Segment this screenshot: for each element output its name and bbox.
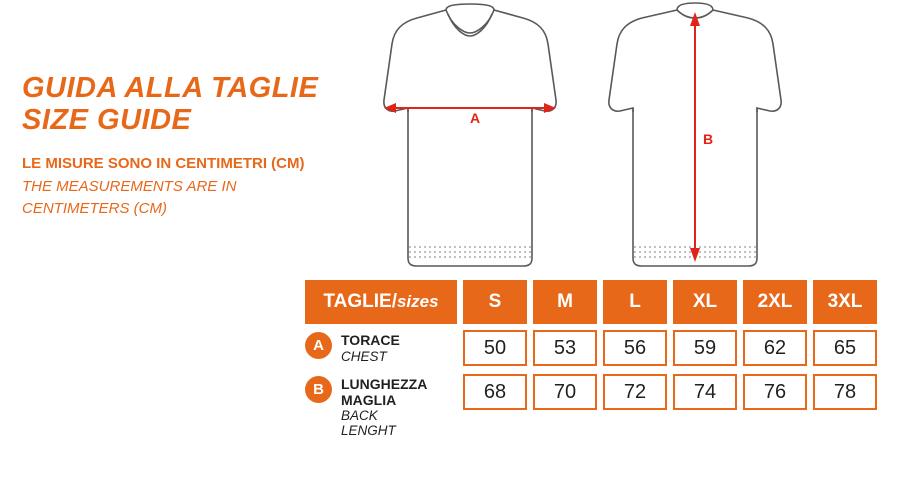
back-length-value-xl: 74: [673, 374, 737, 410]
size-header-s: S: [463, 280, 527, 324]
table-header-label-en: sizes: [396, 292, 439, 311]
page-title-line-1: GUIDA ALLA TAGLIE: [22, 72, 319, 104]
size-header-3xl: 3XL: [813, 280, 877, 324]
front-measure-label-a: A: [470, 110, 481, 126]
chest-value-s: 50: [463, 330, 527, 366]
size-header-xl: XL: [673, 280, 737, 324]
size-header-l: L: [603, 280, 667, 324]
measure-name-en-back-length-line-1: BACK: [341, 408, 378, 424]
measure-name-it-back-length-line-1: LUNGHEZZA: [341, 376, 428, 392]
tshirt-front-icon: [360, 0, 580, 280]
table-header-row: [305, 280, 877, 324]
size-table: [305, 280, 877, 445]
table-header-separator: /: [391, 291, 397, 312]
measure-label-back-length: [305, 374, 457, 439]
chest-value-2xl: 62: [743, 330, 807, 366]
measure-label-chest: [305, 330, 457, 366]
measure-name-en-chest: CHEST: [341, 348, 387, 364]
size-header-m: M: [533, 280, 597, 324]
back-length-value-s: 68: [463, 374, 527, 410]
size-header-2xl: 2XL: [743, 280, 807, 324]
subtitle-english-line-1: THE MEASUREMENTS ARE IN: [22, 177, 237, 195]
table-row: [305, 374, 877, 439]
page-title-line-2: SIZE GUIDE: [22, 104, 192, 137]
subtitle-italian: LE MISURE SONO IN CENTIMETRI (CM): [22, 154, 305, 172]
measure-badge-a: A: [305, 332, 332, 359]
tshirt-back-icon: [585, 0, 805, 280]
back-measure-label-b: B: [703, 131, 714, 147]
back-length-value-3xl: 78: [813, 374, 877, 410]
measure-name-it-back-length-line-2: MAGLIA: [341, 391, 397, 408]
back-length-value-l: 72: [603, 374, 667, 410]
measure-badge-b: B: [305, 376, 332, 403]
chest-value-xl: 59: [673, 330, 737, 366]
chest-value-l: 56: [603, 330, 667, 366]
subtitle-english-line-2: CENTIMETERS (CM): [22, 200, 167, 218]
back-length-value-2xl: 76: [743, 374, 807, 410]
table-header-label-it: TAGLIE: [323, 291, 392, 312]
measure-name-it-chest: TORACE: [341, 332, 400, 348]
chest-value-m: 53: [533, 330, 597, 366]
measure-name-en-back-length-line-2: LENGHT: [341, 423, 396, 439]
heading-block: [22, 72, 372, 219]
back-length-value-m: 70: [533, 374, 597, 410]
table-row: [305, 330, 877, 366]
chest-value-3xl: 65: [813, 330, 877, 366]
table-header-label: [305, 280, 457, 324]
